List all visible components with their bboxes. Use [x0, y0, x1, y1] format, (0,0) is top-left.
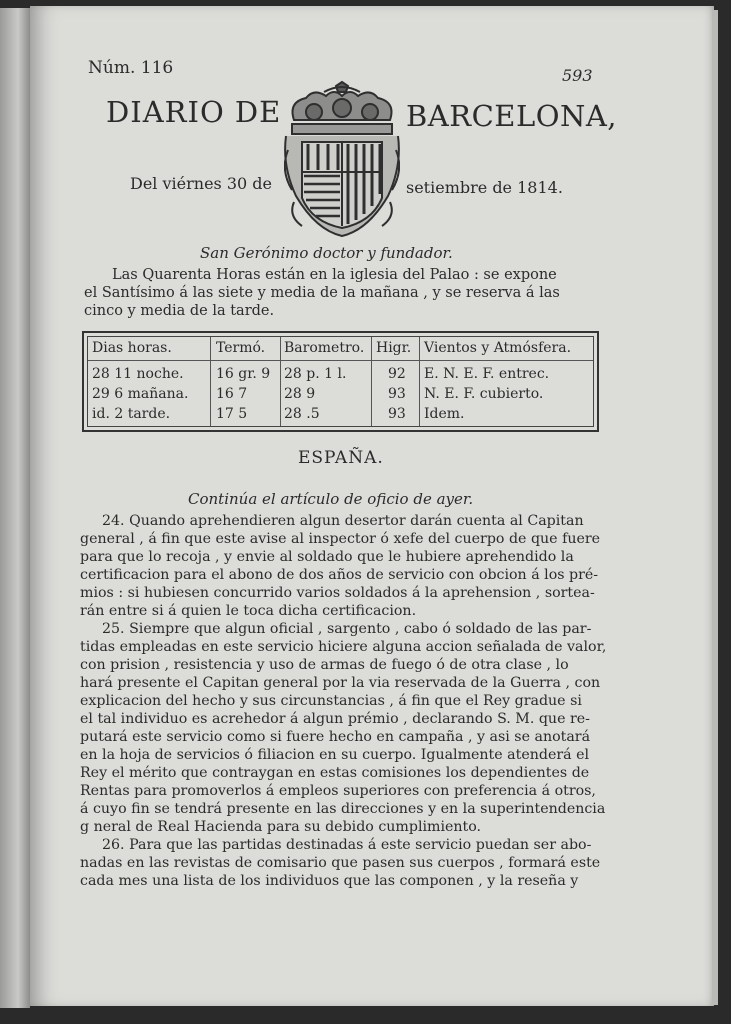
weather-header-days: Dias horas. [92, 340, 172, 356]
weather-row-winds: Idem. [424, 406, 465, 422]
right-page-edge [712, 10, 718, 1005]
body-line: Rentas para promoverlos á empleos superiores con preferencia á otros, [80, 783, 596, 799]
masthead-title-right: BARCELONA, [406, 99, 618, 133]
weather-row-winds: E. N. E. F. entrec. [424, 366, 550, 382]
weather-row-winds: N. E. F. cubierto. [424, 386, 544, 402]
left-page-edge [0, 8, 30, 1008]
weather-row-day: id. 2 tarde. [92, 406, 171, 422]
section-heading: ESPAÑA. [298, 448, 384, 468]
weather-row-barometer: 28 9 [284, 386, 316, 402]
body-line: g neral de Real Hacienda para su debido cumplimiento. [80, 819, 482, 835]
weather-header-hygrometer: Higr. [376, 340, 412, 356]
body-line: rán entre si á quien le toca dicha certificacion. [80, 603, 417, 619]
weather-row-day: 28 11 noche. [92, 366, 184, 382]
body-line: 24. Quando aprehendieren algun desertor darán cuenta al Capitan [102, 513, 584, 529]
intro-line: Las Quarenta Horas están en la iglesia del Palao : se expone [112, 267, 557, 283]
page-number: 593 [562, 66, 593, 85]
weather-row-thermometer: 16 gr. 9 [216, 366, 271, 382]
body-line: mios : si hubiesen concurrido varios soldados á la aprehension , sortea- [80, 585, 595, 601]
body-line: certificacion para el abono de dos años de servicio con obcion á los pré- [80, 567, 599, 583]
body-line: á cuyo fin se tendrá presente en las direcciones y en la superintendencia [80, 801, 606, 817]
body-line: tidas empleadas en este servicio hiciere alguna accion señalada de valor, [80, 639, 607, 655]
weather-header-barometer: Barometro. [284, 340, 365, 356]
body-line: Rey el mérito que contraygan en estas comisiones los dependientes de [80, 765, 590, 781]
masthead-title-left: DIARIO DE [106, 95, 282, 129]
weather-row-thermometer: 16 7 [216, 386, 248, 402]
body-line: nadas en las revistas de comisario que pasen sus cuerpos , formará este [80, 855, 601, 871]
weather-header-winds: Vientos y Atmósfera. [424, 340, 572, 356]
weather-header-thermometer: Termó. [216, 340, 266, 356]
date-line-right: setiembre de 1814. [406, 178, 563, 197]
weather-row-barometer: 28 .5 [284, 406, 320, 422]
weather-row-hygrometer: 92 [388, 366, 406, 382]
weather-row-hygrometer: 93 [388, 406, 406, 422]
weather-row-hygrometer: 93 [388, 386, 406, 402]
body-line: el tal individuo es acrehedor á algun prémio , declarando S. M. que re- [80, 711, 590, 727]
date-line-left: Del viérnes 30 de [130, 174, 272, 193]
weather-row-thermometer: 17 5 [216, 406, 248, 422]
body-line: para que lo recoja , y envie al soldado que le hubiere aprehendido la [80, 549, 574, 565]
issue-number: Núm. 116 [88, 58, 174, 78]
body-line: hará presente el Capitan general por la via reservada de la Guerra , con [80, 675, 601, 691]
body-line: general , á fin que este avise al inspector ó xefe del cuerpo de que fuere [80, 531, 601, 547]
intro-line: el Santísimo á las siete y media de la mañana , y se reserva á las [84, 285, 560, 301]
body-line: con prision , resistencia y uso de armas de fuego ó de otra clase , lo [80, 657, 569, 673]
body-line: explicacion del hecho y sus circunstancias , á fin que el Rey gradue si [80, 693, 582, 709]
body-line: putará este servicio como si fuere hecho en campaña , y asi se anotará [80, 729, 591, 745]
saint-of-the-day: San Gerónimo doctor y fundador. [200, 244, 453, 262]
intro-line: cinco y media de la tarde. [84, 303, 275, 319]
body-line: 25. Siempre que algun oficial , sargento , cabo ó soldado de las par- [102, 621, 592, 637]
weather-table [82, 331, 599, 432]
weather-row-day: 29 6 mañana. [92, 386, 189, 402]
body-line: en la hoja de servicios ó filiacion en su cuerpo. Igualmente atenderá el [80, 747, 590, 763]
weather-row-barometer: 28 p. 1 l. [284, 366, 347, 382]
barcelona-coat-of-arms-icon [284, 80, 400, 240]
body-line: 26. Para que las partidas destinadas á este servicio puedan ser abo- [102, 837, 592, 853]
body-line: cada mes una lista de los individuos que las componen , y la reseña y [80, 873, 579, 889]
article-subtitle: Continúa el artículo de oficio de ayer. [188, 490, 474, 508]
